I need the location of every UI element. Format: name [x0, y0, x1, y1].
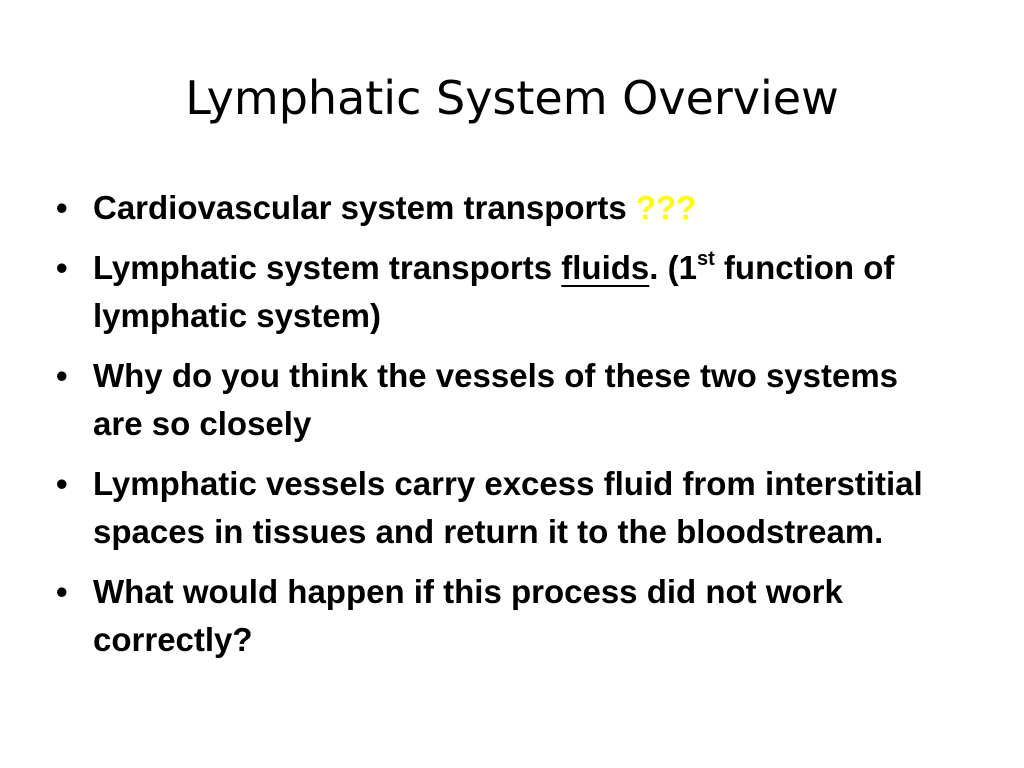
bullet-item — [52, 568, 952, 664]
bullet-text: function of lymphatic system) — [93, 249, 895, 334]
highlighted-question-marks: ??? — [635, 189, 697, 226]
slide-title: Lymphatic System Overview — [185, 71, 839, 125]
bullet-text: . (1 — [649, 249, 697, 286]
bullet-text: Cardiovascular system transports — [93, 189, 636, 226]
bullet-text: Why do you think the vessels of these two systems are so closely — [93, 357, 899, 442]
bullet-item — [52, 460, 952, 556]
bullet-item — [52, 352, 952, 448]
bullet-dot-icon: • — [56, 465, 68, 502]
bullet-text: Lymphatic system transports — [93, 249, 562, 286]
bullet-dot-icon: • — [56, 357, 68, 394]
bullet-text: Lymphatic vessels carry excess fluid from interstitial spaces in tissues and return it to the bloodstream. — [93, 465, 923, 550]
bullet-text: What would happen if this process did not work correctly? — [93, 573, 843, 658]
bullet-dot-icon: • — [56, 189, 68, 226]
underlined-answer: fluids — [561, 249, 650, 286]
bullet-dot-icon: • — [56, 249, 68, 286]
ordinal-superscript: st — [696, 248, 715, 270]
bullet-list — [52, 184, 952, 676]
bullet-item — [52, 244, 952, 340]
bullet-dot-icon: • — [56, 573, 68, 610]
bullet-item — [52, 184, 952, 232]
